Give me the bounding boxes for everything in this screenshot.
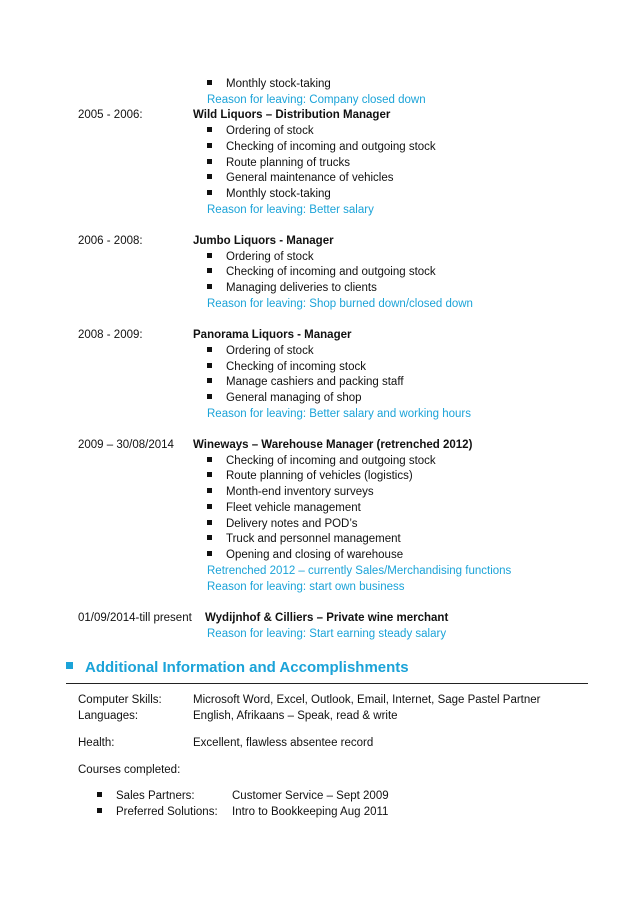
job-bullet: Monthly stock-taking	[226, 188, 331, 200]
bullet-marker	[207, 375, 221, 390]
job-date: 2009 – 30/08/2014	[78, 439, 174, 451]
section-heading-text: Additional Information and Accomplishments	[85, 659, 409, 676]
job-reason: Reason for leaving: Better salary and working hours	[207, 408, 472, 420]
job-bullet: Checking of incoming and outgoing stock	[226, 141, 436, 153]
bullet-marker	[207, 454, 221, 469]
job-bullet: Route planning of vehicles (logistics)	[226, 470, 413, 482]
courses-label: Courses completed:	[78, 764, 181, 776]
bullet-marker	[207, 391, 221, 406]
bullet-square-icon	[66, 662, 73, 669]
job-reason: Reason for leaving: start own business	[207, 581, 405, 593]
course-name: Customer Service – Sept 2009	[232, 790, 389, 802]
job-bullet: Checking of incoming and outgoing stock	[226, 266, 436, 278]
job-bullet: Month-end inventory surveys	[226, 486, 374, 498]
job-title: Panorama Liquors - Manager	[193, 329, 352, 341]
bullet-marker	[207, 469, 221, 484]
bullet-marker	[207, 548, 221, 563]
bullet-marker	[207, 265, 221, 280]
job-bullet: Manage cashiers and packing staff	[226, 376, 404, 388]
job-bullet: Ordering of stock	[226, 251, 314, 263]
job-reason: Retrenched 2012 – currently Sales/Merchandising functions	[207, 565, 512, 577]
job-bullet: Delivery notes and POD’s	[226, 518, 358, 530]
bullet-marker	[207, 171, 221, 186]
course-provider: Sales Partners:	[116, 790, 195, 802]
job-reason: Reason for leaving: Start earning steady salary	[207, 628, 447, 640]
job-bullet: Checking of incoming stock	[226, 361, 366, 373]
job-reason: Reason for leaving: Shop burned down/closed down	[207, 298, 473, 310]
job-bullet: Opening and closing of warehouse	[226, 549, 404, 561]
job-title: Wild Liquors – Distribution Manager	[193, 109, 391, 121]
bullet-marker	[207, 532, 221, 547]
course-provider: Preferred Solutions:	[116, 806, 218, 818]
bullet-marker	[207, 501, 221, 516]
bullet-marker	[97, 789, 102, 804]
health-label: Health:	[78, 737, 115, 749]
computer-skills-value: Microsoft Word, Excel, Outlook, Email, Internet, Sage Pastel Partner	[193, 694, 541, 706]
bullet-marker	[207, 344, 221, 359]
health-value: Excellent, flawless absentee record	[193, 737, 374, 749]
bullet-marker	[207, 360, 221, 375]
bullet-marker	[207, 140, 221, 155]
bullet-marker	[97, 805, 102, 820]
job-reason: Reason for leaving: Better salary	[207, 204, 374, 216]
job-bullet: General managing of shop	[226, 392, 362, 404]
job-bullet: Checking of incoming and outgoing stock	[226, 455, 436, 467]
top-reason: Reason for leaving: Company closed down	[207, 94, 426, 106]
job-date: 2006 - 2008:	[78, 235, 143, 247]
job-date: 2008 - 2009:	[78, 329, 143, 341]
job-bullet: Managing deliveries to clients	[226, 282, 377, 294]
languages-label: Languages:	[78, 710, 139, 722]
bullet-marker	[207, 187, 221, 202]
job-bullet: Ordering of stock	[226, 125, 314, 137]
bullet-marker	[207, 281, 221, 296]
bullet-marker	[207, 485, 221, 500]
computer-skills-label: Computer Skills:	[78, 694, 162, 706]
job-bullet: General maintenance of vehicles	[226, 172, 394, 184]
job-bullet: Ordering of stock	[226, 345, 314, 357]
bullet-marker	[207, 156, 221, 171]
course-name: Intro to Bookkeeping Aug 2011	[232, 806, 389, 818]
languages-value: English, Afrikaans – Speak, read & write	[193, 710, 398, 722]
job-title: Wineways – Warehouse Manager (retrenched 2012)	[193, 439, 473, 451]
bullet-marker	[207, 250, 221, 265]
job-title: Jumbo Liquors - Manager	[193, 235, 334, 247]
job-bullet: Route planning of trucks	[226, 157, 351, 169]
bullet-marker	[207, 124, 221, 139]
job-bullet: Fleet vehicle management	[226, 502, 361, 514]
job-title: Wydijnhof & Cilliers – Private wine merchant	[205, 612, 449, 624]
bullet-marker	[207, 77, 221, 92]
job-date: 2005 - 2006:	[78, 109, 143, 121]
top-bullet: Monthly stock-taking	[226, 78, 331, 90]
job-bullet: Truck and personnel management	[226, 533, 401, 545]
bullet-marker	[207, 517, 221, 532]
job-date: 01/09/2014-till present	[78, 612, 192, 624]
section-divider	[66, 683, 588, 684]
section-heading	[66, 659, 409, 676]
